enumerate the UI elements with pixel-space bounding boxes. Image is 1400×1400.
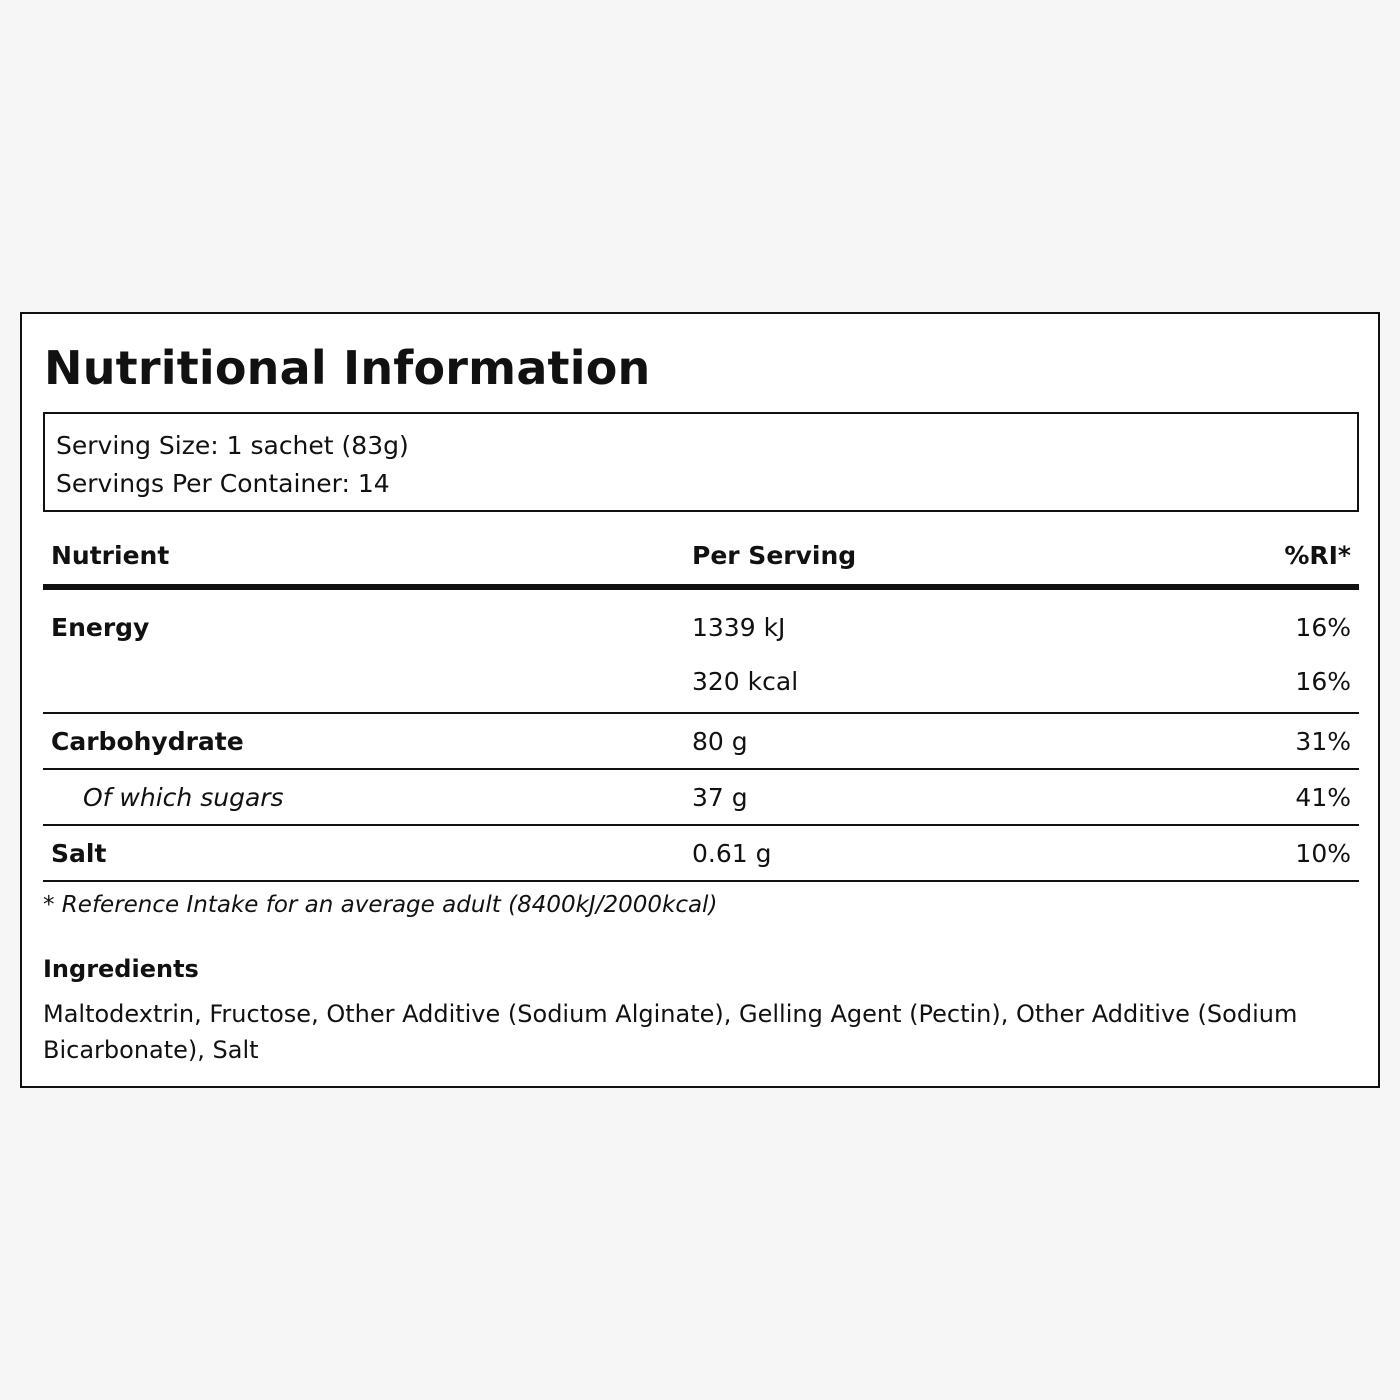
energy-kj-value: 1339 kJ xyxy=(692,613,786,642)
table-row-sugars xyxy=(43,770,1359,826)
servings-per-container: Servings Per Container: 14 xyxy=(56,469,390,498)
table-row-carbohydrate xyxy=(43,714,1359,770)
nutrient-name: Salt xyxy=(51,839,107,868)
nutrient-value: 0.61 g xyxy=(692,839,772,868)
page-title: Nutritional Information xyxy=(44,341,651,395)
reference-intake-footnote: * Reference Intake for an average adult (8400kJ/2000kcal) xyxy=(43,892,718,918)
table-row-energy xyxy=(43,590,1359,714)
table-header-row xyxy=(43,526,1359,590)
nutrient-value: 37 g xyxy=(692,783,748,812)
serving-info-box xyxy=(43,412,1359,512)
header-nutrient: Nutrient xyxy=(51,541,170,570)
nutrition-label xyxy=(20,312,1380,1088)
energy-kcal-value: 320 kcal xyxy=(692,667,799,696)
energy-kcal-ri: 16% xyxy=(1295,667,1351,696)
nutrient-ri: 41% xyxy=(1295,783,1351,812)
nutrient-ri: 10% xyxy=(1295,839,1351,868)
header-per-serving: Per Serving xyxy=(692,541,857,570)
nutrition-table xyxy=(43,526,1359,882)
nutrient-ri: 31% xyxy=(1295,727,1351,756)
nutrient-name: Of which sugars xyxy=(83,783,284,812)
table-row-salt xyxy=(43,826,1359,882)
nutrient-value: 80 g xyxy=(692,727,748,756)
nutrient-name: Energy xyxy=(51,613,150,642)
ingredients-list: Maltodextrin, Fructose, Other Additive (Sodium Alginate), Gelling Agent (Pectin), Other Additive (Sodium Bicarbonate), Salt xyxy=(43,1000,1298,1064)
nutrient-name: Carbohydrate xyxy=(51,727,244,756)
header-ri: %RI* xyxy=(1284,541,1351,570)
ingredients-heading: Ingredients xyxy=(43,955,199,983)
serving-size: Serving Size: 1 sachet (83g) xyxy=(56,431,409,460)
energy-kj-ri: 16% xyxy=(1295,613,1351,642)
